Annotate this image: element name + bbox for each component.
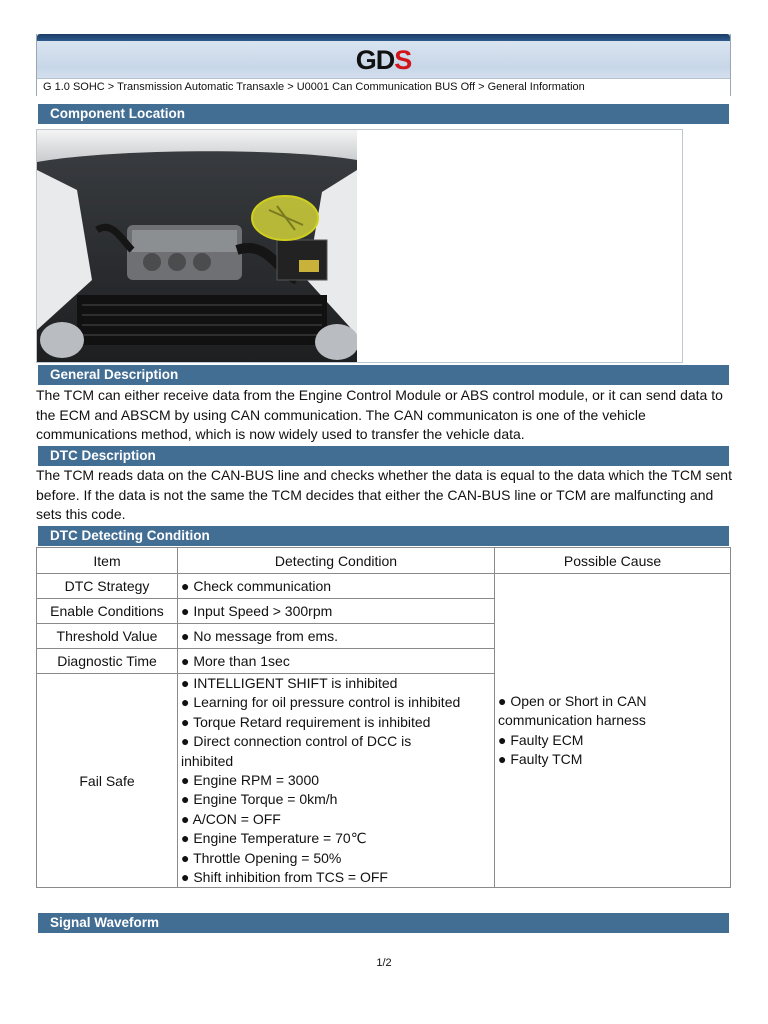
cause-line: ● Open or Short in CAN [498,692,647,709]
section-general-description: General Description [38,365,729,385]
cause-line: ● Faulty TCM [498,751,583,768]
header-possible-cause: Possible Cause [495,548,731,574]
dtc-condition-table [36,547,731,888]
logo-letter-g: G [355,45,376,75]
cause-line: communication harness [498,712,646,729]
row-condition: ● Check communication [178,574,495,599]
row-item: Enable Conditions [37,599,178,624]
fail-safe-conditions [178,674,495,888]
fail-safe-line: inhibited [181,752,234,769]
fail-safe-line: ● A/CON = OFF [181,810,281,827]
row-condition: ● More than 1sec [178,649,495,674]
page-number: 1/2 [376,957,392,969]
gds-logo [356,45,412,76]
engine-bay-illustration [37,130,357,362]
fail-safe-line: ● Engine Temperature = 70℃ [181,830,367,847]
fail-safe-line: ● Engine RPM = 3000 [181,772,320,789]
cause-line: ● Faulty ECM [498,731,584,748]
possible-cause-cell [495,574,731,888]
row-item: Diagnostic Time [37,649,178,674]
table-header-row [37,548,731,574]
engine-bay-photo [37,130,357,362]
general-description-text: The TCM can either receive data from the Engine Control Module or ABS control module, or it can send data to the ECM and ABSCM by using CAN communication. The CAN communicaton is one of the vehicle communications method, which is now widely used to transfer the vehicle data. [36,387,723,442]
row-item: DTC Strategy [37,574,178,599]
logo-letter-d: D [375,45,395,75]
page-header [36,34,731,96]
section-dtc-detecting-condition: DTC Detecting Condition [38,526,729,546]
breadcrumb[interactable]: G 1.0 SOHC > Transmission Automatic Transaxle > U0001 Can Communication BUS Off > General Information [37,78,730,96]
component-photo-frame [36,129,683,363]
fail-safe-line: ● Torque Retard requirement is inhibited [181,713,431,730]
table-row [37,574,731,599]
fail-safe-line: ● INTELLIGENT SHIFT is inhibited [181,675,398,691]
fail-safe-line: ● Throttle Opening = 50% [181,849,342,866]
logo-letter-s: S [394,45,412,75]
dtc-description-text: The TCM reads data on the CAN-BUS line and checks whether the data is equal to the data which the TCM sent before. If the data is not the same the TCM decides that either the CAN-BUS line or TCM are malfuncting and sets this code. [36,467,732,522]
fail-safe-line: ● Learning for oil pressure control is inhibited [181,694,461,711]
fail-safe-line: ● Engine Torque = 0km/h [181,791,338,808]
row-item: Threshold Value [37,624,178,649]
row-condition: ● Input Speed > 300rpm [178,599,495,624]
row-item: Fail Safe [37,674,178,888]
header-detecting-condition: Detecting Condition [178,548,495,574]
header-item: Item [37,548,178,574]
section-component-location: Component Location [38,104,729,124]
section-signal-waveform: Signal Waveform [38,913,729,933]
fail-safe-line: ● Shift inhibition from TCS = OFF [181,869,388,886]
section-dtc-description: DTC Description [38,446,729,466]
row-condition: ● No message from ems. [178,624,495,649]
header-top-stripe [37,34,730,41]
fail-safe-line: ● Direct connection control of DCC is [181,733,412,750]
